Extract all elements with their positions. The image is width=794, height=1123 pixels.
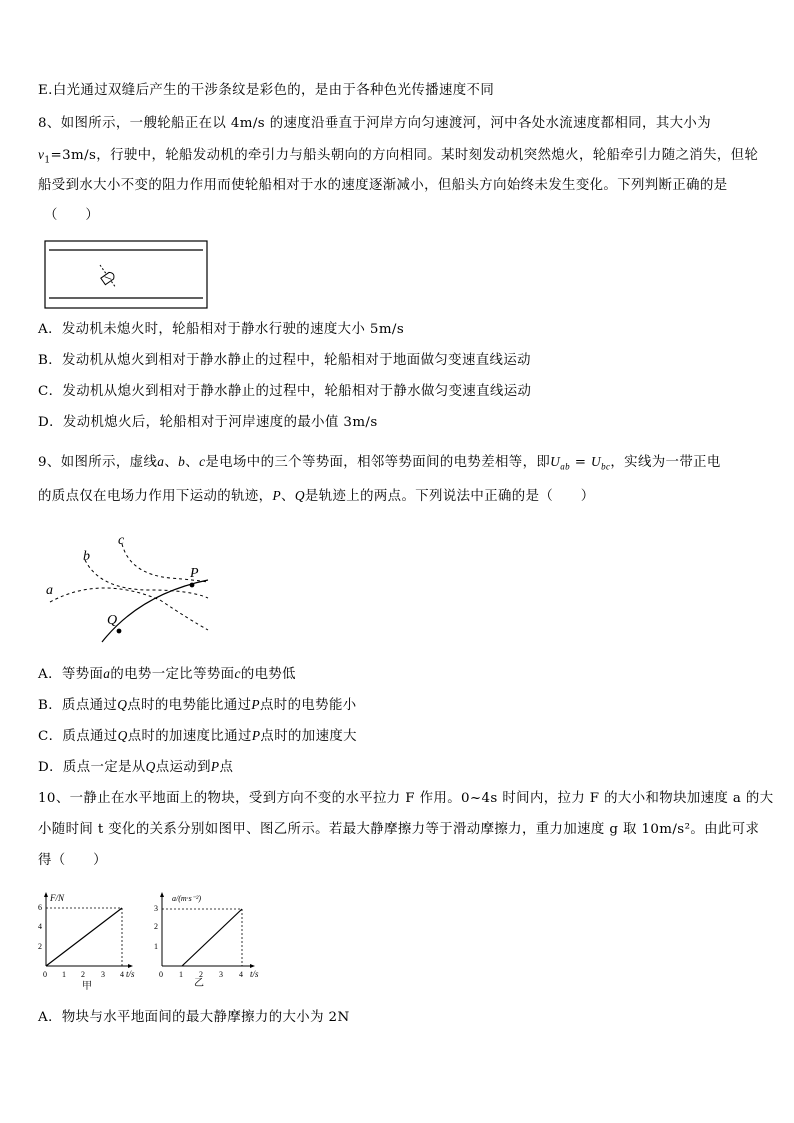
q9-text-1: 9、如图所示，虚线: [38, 455, 158, 470]
symbol-b: b: [178, 454, 186, 469]
q10-graph-jia: [36, 890, 146, 990]
xtick-1: 1: [179, 970, 183, 979]
xtick-0: 0: [43, 970, 47, 979]
point-p: [190, 583, 195, 588]
option-e-text: E.白光通过双缝后产生的干涉条纹是彩色的，是由于各种色光传播速度不同: [38, 83, 495, 98]
q9-option-c: C．质点通过Q点时的加速度比通过P点时的加速度大: [38, 728, 357, 744]
label-a: a: [46, 583, 53, 598]
xtick-3: 3: [219, 970, 223, 979]
sep-3: 、: [281, 489, 295, 504]
q9-stem-line-2: [38, 486, 758, 507]
q8-stem-line-2: [38, 145, 758, 171]
q9-text-4: 的质点仅在电场力作用下运动的轨迹，: [38, 489, 273, 504]
xtick-2: 2: [81, 970, 85, 979]
q9-text-5: 是轨迹上的两点。下列说法中正确的是（ ）: [304, 489, 595, 504]
point-q: [117, 629, 122, 634]
q8-option-a: A．发动机未熄火时，轮船相对于静水行驶的速度大小 5m/s: [38, 322, 405, 337]
q8-stem-line-3: 船受到水大小不变的阻力作用而使轮船相对于水的速度逐渐减小，但船头方向始终未发生变化。下列判断正确的是: [38, 178, 728, 193]
label-c: c: [118, 533, 125, 548]
sub-ab: ab: [560, 461, 571, 472]
caption-yi: 乙: [194, 978, 204, 989]
symbol-u-bc: U: [591, 454, 602, 469]
q8-option-c: C．发动机从熄火到相对于静水静止的过程中，轮船相对于静水做匀变速直线运动: [38, 384, 532, 399]
v-subscript: 1: [44, 155, 51, 166]
xtick-4: 4: [239, 970, 243, 979]
equipotential-a: [50, 588, 208, 630]
symbol-a: a: [157, 454, 165, 469]
ytick-4: 4: [38, 922, 42, 931]
ytick-2: 2: [154, 922, 158, 931]
ytick-1: 1: [154, 942, 158, 951]
q8-stem-line-2-text: =3m/s，行驶中，轮船发动机的牵引力与船头朝向的方向相同。某时刻发动机突然熄火，轮船牵引力随之消失，但轮: [50, 148, 759, 163]
q10-stem-line-1: 10、一静止在水平地面上的物块，受到方向不变的水平拉力 F 作用。0~4s 时间内，拉力 F 的大小和物块加速度 a 的大: [38, 791, 774, 806]
v-symbol: v: [38, 147, 45, 162]
symbol-q: Q: [294, 488, 305, 503]
q10-graph-yi: [148, 890, 268, 990]
f-line: [46, 908, 122, 966]
q10-option-a: A．物块与水平地面间的最大静摩擦力的大小为 2N: [38, 1010, 350, 1025]
xlabel: t/s: [250, 969, 259, 979]
sep-2: 、: [185, 455, 200, 470]
a-line: [182, 909, 242, 966]
ytick-2: 2: [38, 942, 42, 951]
xtick-0: 0: [159, 970, 163, 979]
q10-stem-line-3: 得（ ）: [38, 853, 107, 868]
q9-text-2: 是电场中的三个等势面，相邻等势面间的电势差相等，即: [205, 455, 551, 470]
symbol-c: c: [199, 454, 206, 469]
q10-stem-line-2: 小随时间 t 变化的关系分别如图甲、图乙所示。若最大静摩擦力等于滑动摩擦力，重力加速度 g 取 10m/s²。由此可求: [38, 822, 760, 837]
q8-answer-bracket: （ ）: [44, 208, 100, 223]
xtick-1: 1: [62, 970, 66, 979]
boat-icon: [101, 271, 116, 285]
sub-bc: bc: [601, 461, 611, 472]
q9-text-3: ，实线为一带正电: [610, 455, 721, 470]
q8-option-b: B．发动机从熄火到相对于静水静止的过程中，轮船相对于地面做匀变速直线运动: [38, 353, 531, 368]
symbol-p: P: [272, 488, 282, 503]
q9-option-a: A．等势面a的电势一定比等势面c的电势低: [38, 666, 296, 682]
q9-stem-line-1: [38, 452, 758, 477]
sep-1: 、: [164, 455, 179, 470]
label-p: P: [190, 566, 199, 581]
label-b: b: [83, 549, 90, 564]
label-q: Q: [107, 613, 118, 628]
xtick-3: 3: [101, 970, 105, 979]
xlabel: t/s: [126, 969, 135, 979]
symbol-u-ab: U: [550, 454, 561, 469]
ytick-6: 6: [38, 903, 42, 912]
ylabel: a/(m·s⁻²): [172, 894, 202, 903]
xtick-2: 2: [199, 970, 203, 979]
xtick-4: 4: [120, 970, 124, 979]
q9-equipotential-figure: [40, 530, 220, 645]
q9-option-b: B．质点通过Q点时的电势能比通过P点时的电势能小: [38, 697, 357, 713]
equals: =: [570, 455, 591, 470]
q8-stem-line-1: 8、如图所示，一艘轮船正在以 4m/s 的速度沿垂直于河岸方向匀速渡河，河中各处水流速度都相同，其大小为: [38, 116, 712, 131]
q8-option-d: D．发动机熄火后，轮船相对于河岸速度的最小值 3m/s: [38, 415, 378, 430]
ytick-3: 3: [154, 904, 158, 913]
q8-river-figure: [44, 240, 214, 310]
ylabel: F/N: [50, 893, 65, 903]
q9-option-d: D．质点一定是从Q点运动到P点: [38, 759, 234, 775]
caption-jia: 甲: [82, 981, 92, 992]
